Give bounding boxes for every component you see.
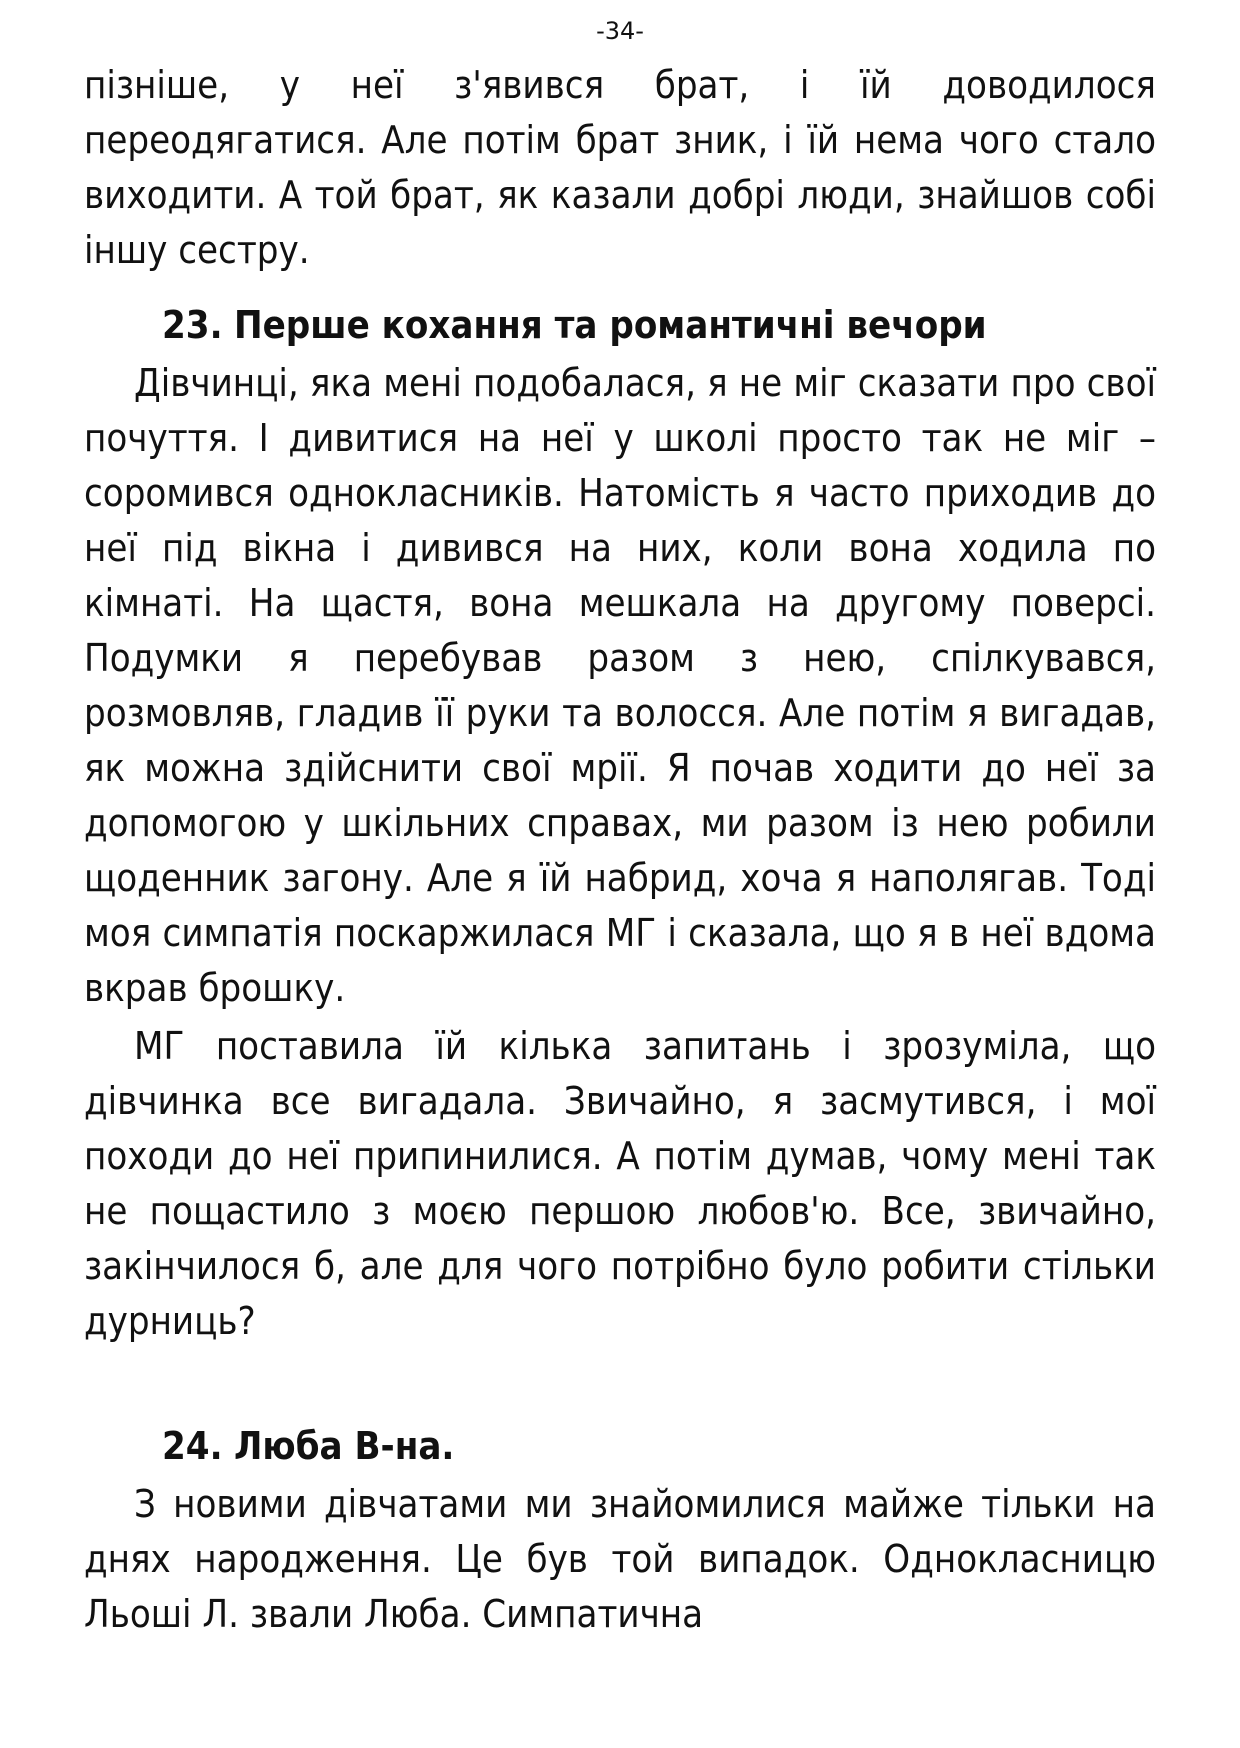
paragraph: Дівчинці, яка мені подобалася, я не міг сказати про свої почуття. І дивитися на неї у школі просто так не міг – соромився однокласників. Натомість я часто приходив до неї під вікна і дивився на них, коли вона ходила по кімнаті. На щастя, вона мешкала на другому поверсі. Подумки я перебував разом з нею, спілкувався, розмовляв, гладив її руки та волосся. Але потім я вигадав, як можна здійснити свої мрії. Я почав ходити до неї за допомогою у шкільних справах, ми разом із нею робили щоденник загону. Але я їй набрид, хоча я наполягав. Тоді моя симпатія поскаржилася МГ і сказала, що я в неї вдома вкрав брошку.: [84, 361, 1156, 1010]
section-title: Люба В-на.: [234, 1424, 455, 1468]
section-heading-24: [84, 1417, 1156, 1475]
section-title: Перше кохання та романтичні вечори: [234, 303, 987, 347]
paragraph: МГ поставила їй кілька запитань і зрозуміла, що дівчинка все вигадала. Звичайно, я засмутився, і мої походи до неї припинилися. А потім думав, чому мені так не пощастило з моєю першою любов'ю. Все, звичайно, закінчилося б, але для чого потрібно було робити стільки дурниць?: [84, 1024, 1156, 1343]
page-number: -34-: [596, 17, 644, 45]
section-number: 23.: [162, 303, 223, 347]
paragraph-intro: пізніше, у неї з'явився брат, і їй доводилося переодягатися. Але потім брат зник, і їй нема чого стало виходити. А той брат, як казали добрі люди, знайшов собі іншу сестру.: [84, 63, 1156, 272]
section-heading-23: [84, 296, 1156, 354]
section-number: 24.: [162, 1424, 223, 1468]
page-content: [84, 58, 1156, 1642]
paragraph: З новими дівчатами ми знайомилися майже тільки на днях народження. Це був той випадок. Однокласницю Льоші Л. звали Люба. Симпатична: [84, 1482, 1156, 1636]
